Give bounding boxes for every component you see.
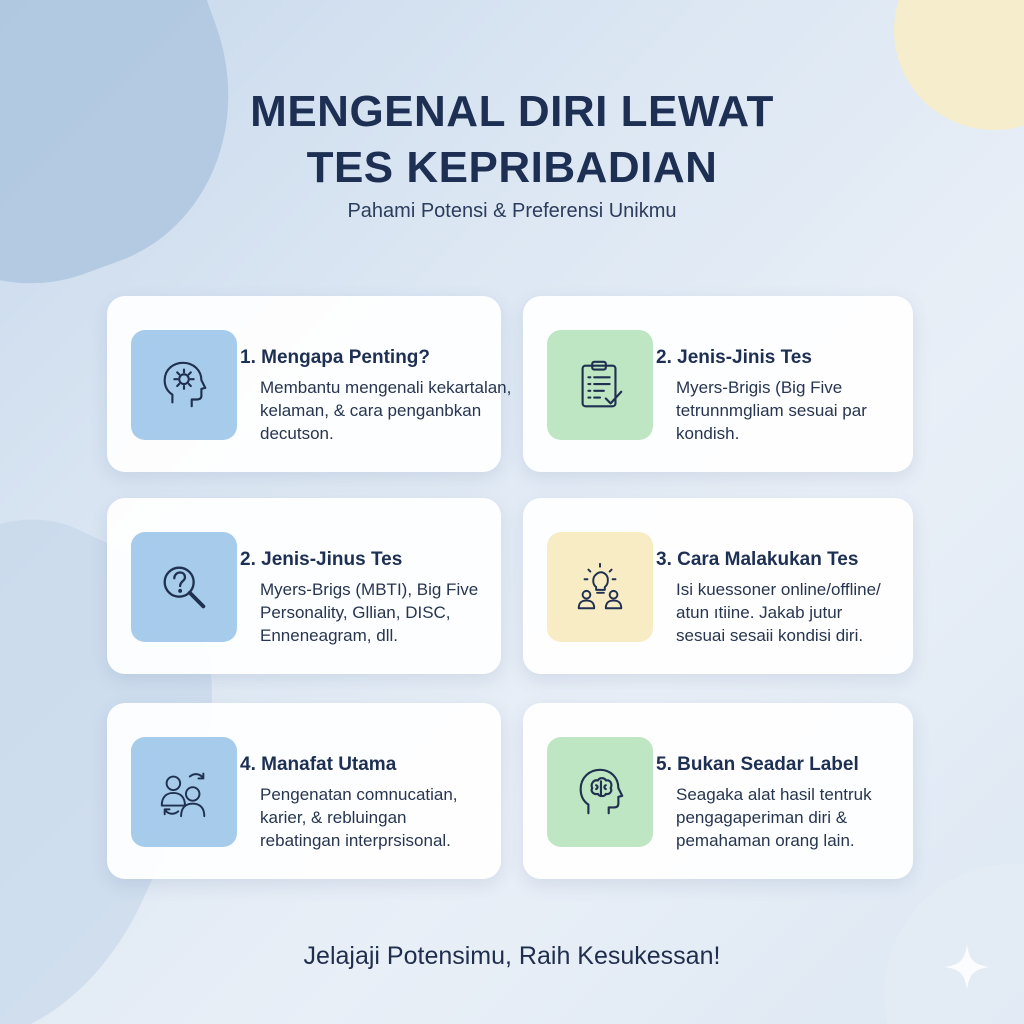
head-gear-icon <box>155 356 213 414</box>
card-desc-line: pengagaperiman diri & <box>676 808 848 827</box>
title-line-1: MENGENAL DIRI LEWAT <box>250 87 774 136</box>
people-lightbulb-icon <box>571 558 629 616</box>
info-card-main-benefits <box>107 703 501 879</box>
card-desc-line: Isi kuessoner online/offline/ <box>676 580 881 599</box>
card-desc-line: Enneneagram, dll. <box>260 626 398 645</box>
card-desc-line: Membantu mengenali kekartalan, <box>260 378 512 397</box>
page-title <box>0 84 1024 196</box>
icon-tile <box>131 737 237 847</box>
card-title: 4. Manafat Utama <box>240 754 397 775</box>
icon-tile <box>131 330 237 440</box>
card-desc-line: Pengenatan comnucatian, <box>260 785 458 804</box>
card-desc-line: karier, & rebluingan <box>260 808 407 827</box>
card-desc-line: Myers-Brigs (MBTI), Big Five <box>260 580 479 599</box>
question-magnifier-icon <box>155 558 213 616</box>
icon-tile <box>547 737 653 847</box>
clipboard-checklist-icon <box>571 356 629 414</box>
card-desc-line: kelaman, & cara penganbkan <box>260 401 482 420</box>
head-brain-icon <box>571 763 629 821</box>
card-desc-line: rebatingan interprsisonal. <box>260 831 451 850</box>
icon-tile <box>547 330 653 440</box>
card-title: 5. Bukan Seadar Label <box>656 754 859 775</box>
footer-tagline: Jelajaji Potensimu, Raih Kesukessan! <box>303 942 721 970</box>
page-subtitle: Pahami Potensi & Preferensi Unikmu <box>347 200 677 222</box>
card-desc-line: sesuai sesaii kondisi diri. <box>676 626 864 645</box>
card-desc-line: Seagaka alat hasil tentruk <box>676 785 872 804</box>
info-card-not-just-label <box>523 703 913 879</box>
card-title: 1. Mengapa Penting? <box>240 347 431 368</box>
info-card-test-types-list <box>107 498 501 674</box>
card-description <box>676 783 905 852</box>
card-desc-line: Myers-Brigis (Big Five <box>676 378 843 397</box>
info-card-test-types <box>523 296 913 472</box>
card-desc-line: decutson. <box>260 424 334 443</box>
info-card-why-important <box>107 296 512 472</box>
card-description <box>676 578 905 647</box>
card-desc-line: atun ıtiine. Jakab jutur <box>676 603 843 622</box>
card-title: 2. Jenis-Jinis Tes <box>656 347 812 368</box>
card-desc-line: pemahaman orang lain. <box>676 831 855 850</box>
icon-tile <box>547 532 653 642</box>
card-title: 3. Cara Malakukan Tes <box>656 549 859 570</box>
people-exchange-icon <box>155 763 213 821</box>
icon-tile <box>131 532 237 642</box>
card-description <box>260 578 493 647</box>
card-desc-line: tetrunnmgliam sesuai par <box>676 401 867 420</box>
title-line-2: TES KEPRIBADIAN <box>306 143 718 192</box>
card-description <box>260 376 512 445</box>
card-desc-line: kondish. <box>676 424 740 443</box>
card-description <box>260 783 493 852</box>
card-description <box>676 376 905 445</box>
card-title: 2. Jenis-Jinus Tes <box>240 549 403 570</box>
info-card-how-to-test <box>523 498 913 674</box>
card-desc-line: Personality, Gllian, DISC, <box>260 603 451 622</box>
